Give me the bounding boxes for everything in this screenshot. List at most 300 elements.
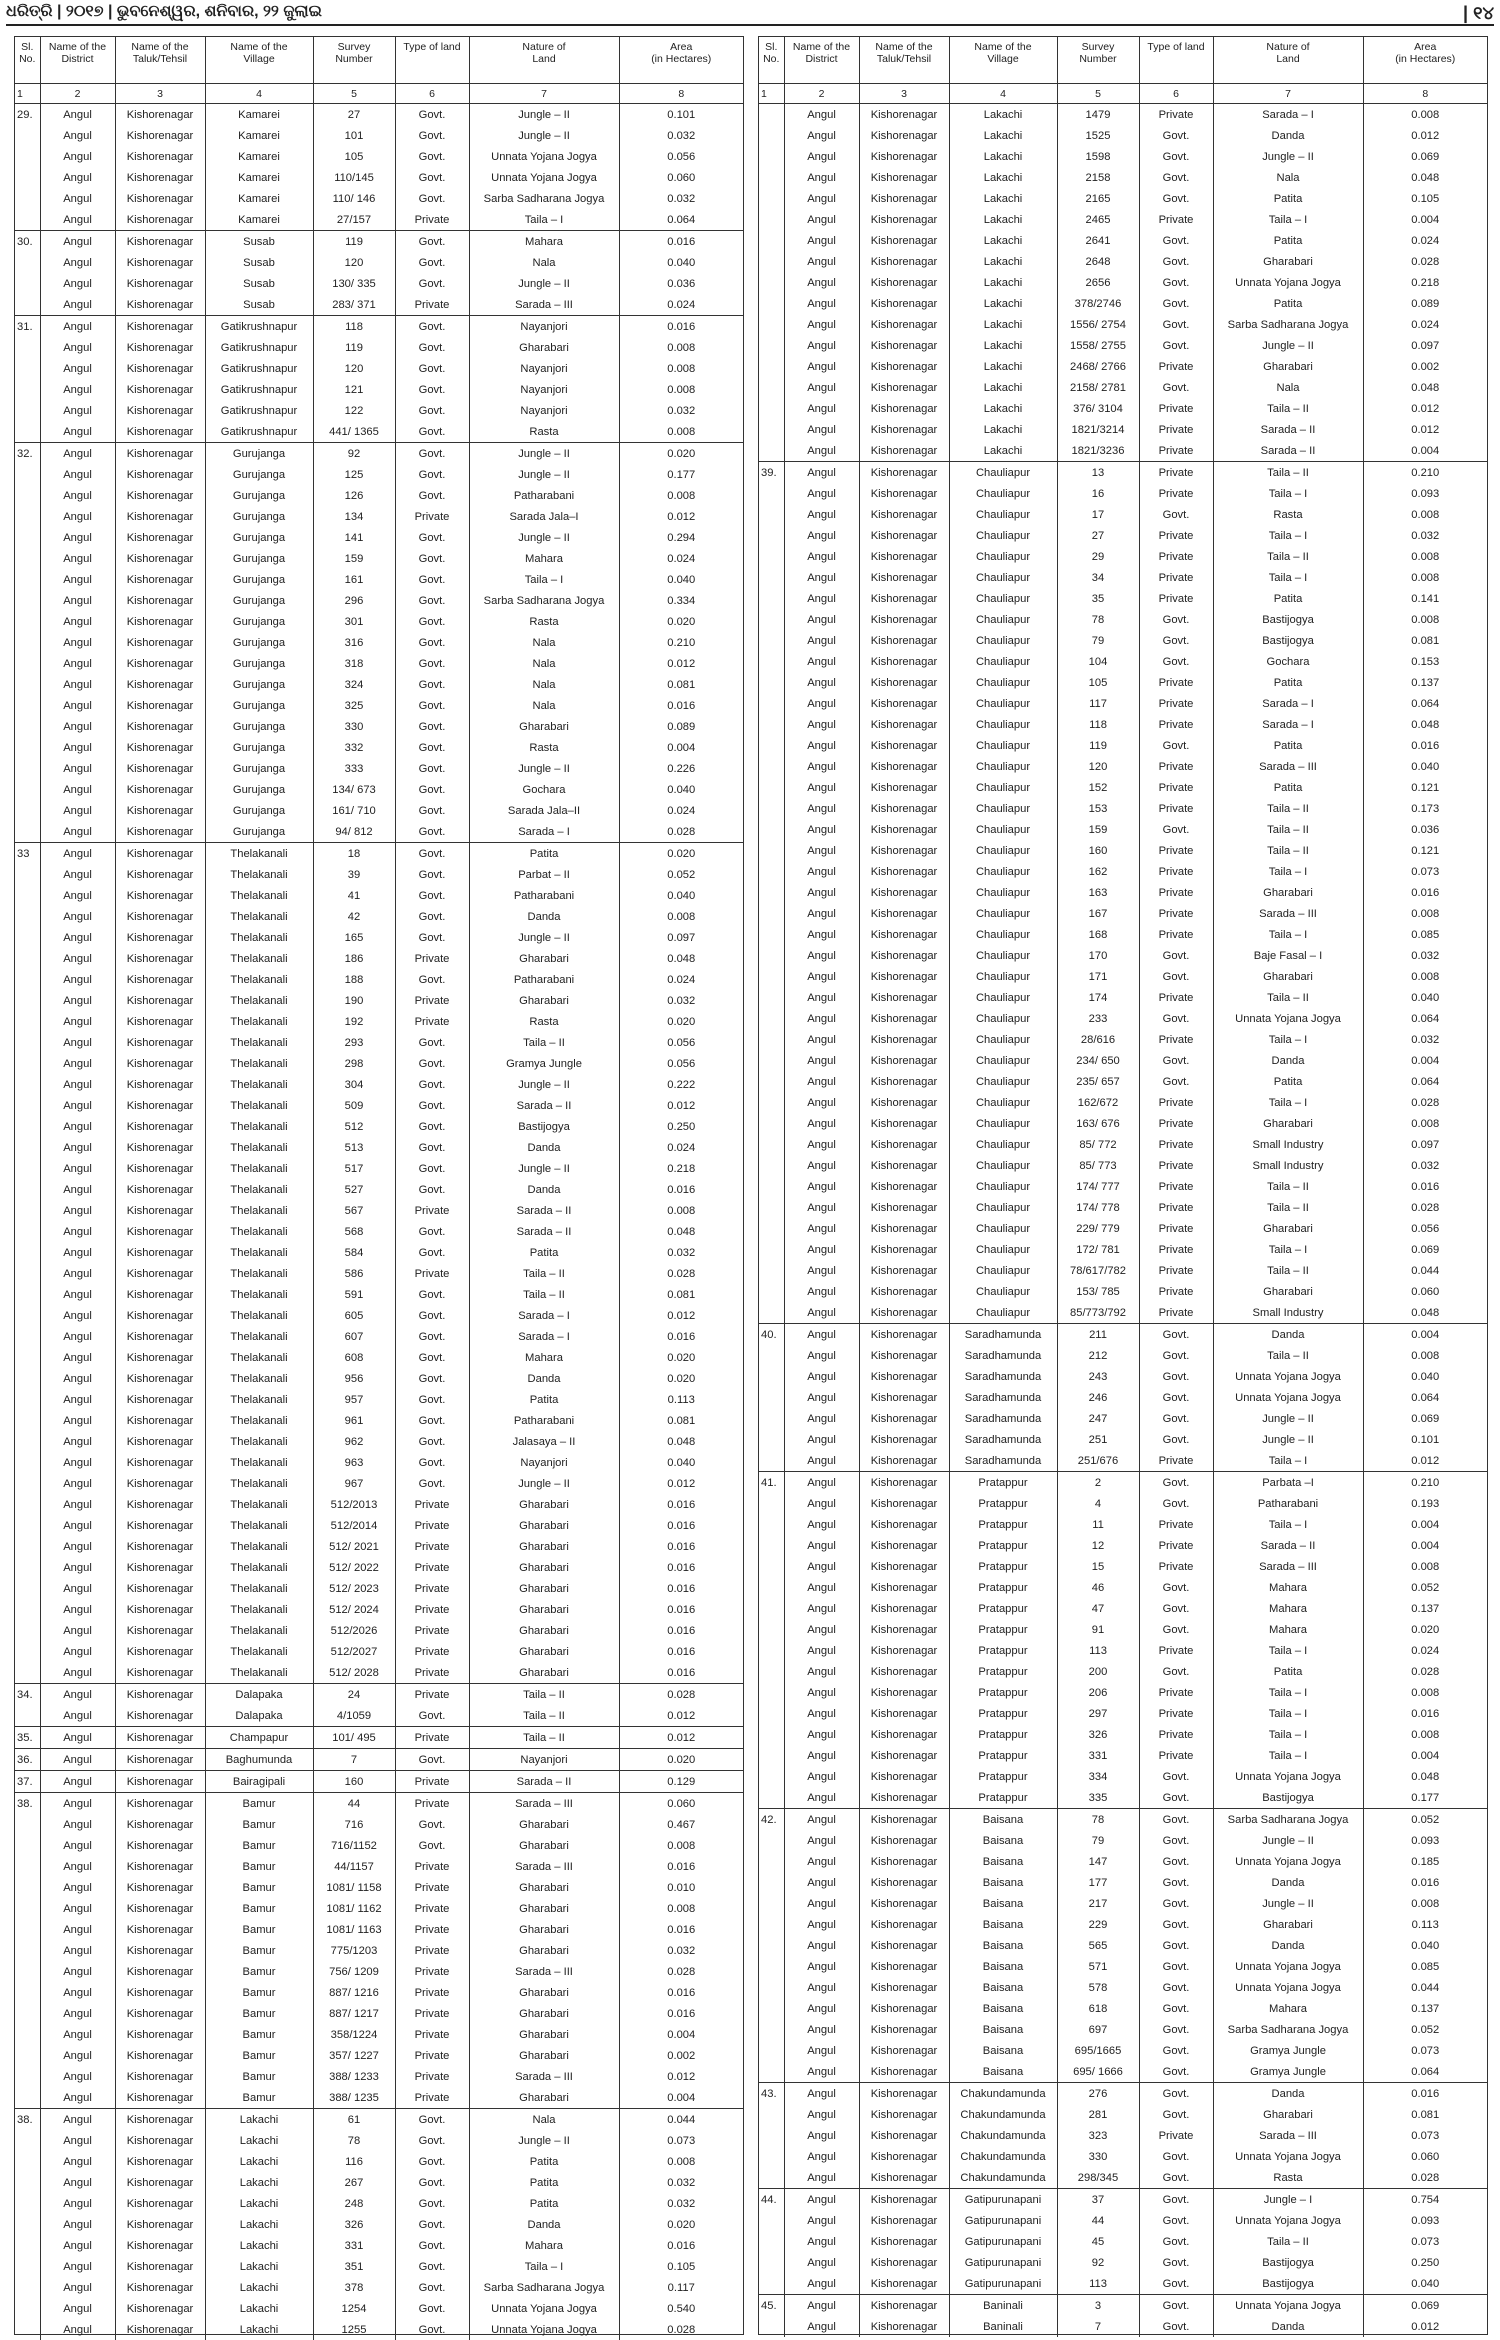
area-cell: 0.016	[619, 1578, 743, 1599]
table-row	[15, 2277, 743, 2298]
survey-number-cell: 7	[313, 1749, 395, 1771]
area-cell: 0.069	[1363, 1408, 1487, 1429]
village-cell: Pratappur	[949, 1787, 1057, 1809]
survey-number-cell: 110/145	[313, 167, 395, 188]
sl-no-cell	[759, 335, 784, 356]
land-nature-cell: Taila – II	[1213, 840, 1363, 861]
village-cell: Baisana	[949, 1956, 1057, 1977]
sl-no-cell: 37.	[15, 1771, 40, 1793]
sl-no-cell	[15, 927, 40, 948]
area-cell: 0.113	[1363, 1914, 1487, 1935]
left-land-table	[15, 37, 743, 2340]
village-cell: Thelakanali	[205, 1200, 313, 1221]
village-cell: Thelakanali	[205, 1578, 313, 1599]
table-row	[15, 2214, 743, 2235]
village-cell: Pratappur	[949, 1745, 1057, 1766]
area-cell: 0.044	[619, 2109, 743, 2131]
district-cell: Angul	[40, 716, 115, 737]
tehsil-cell: Kishorenagar	[859, 504, 949, 525]
survey-number-cell: 358/1224	[313, 2024, 395, 2045]
survey-number-cell: 962	[313, 1431, 395, 1452]
area-cell: 0.016	[619, 316, 743, 338]
survey-number-cell: 388/ 1233	[313, 2066, 395, 2087]
sl-no-cell: 34.	[15, 1684, 40, 1706]
land-type-cell: Private	[1139, 1197, 1213, 1218]
tehsil-cell: Kishorenagar	[115, 252, 205, 273]
land-nature-cell: Jungle – II	[469, 443, 619, 465]
survey-number-cell: 118	[313, 316, 395, 338]
sl-no-cell	[759, 504, 784, 525]
district-cell: Angul	[784, 1071, 859, 1092]
village-cell: Baisana	[949, 1851, 1057, 1872]
area-cell: 0.020	[619, 1368, 743, 1389]
land-nature-cell: Gharabari	[1213, 251, 1363, 272]
village-cell: Saradhamunda	[949, 1345, 1057, 1366]
table-row	[759, 2316, 1487, 2337]
district-cell: Angul	[784, 1914, 859, 1935]
col-number: 2	[40, 84, 115, 104]
land-nature-cell: Bastijogya	[469, 1116, 619, 1137]
district-cell: Angul	[40, 1074, 115, 1095]
table-row	[759, 1893, 1487, 1914]
survey-number-cell: 1081/ 1163	[313, 1919, 395, 1940]
sl-no-cell	[759, 1134, 784, 1155]
col-number: 1	[15, 84, 40, 104]
table-row	[759, 714, 1487, 735]
survey-number-cell: 147	[1057, 1851, 1139, 1872]
area-cell: 0.754	[1363, 2189, 1487, 2211]
area-cell: 0.008	[1363, 1724, 1487, 1745]
sl-no-cell	[15, 737, 40, 758]
village-cell: Bamur	[205, 1940, 313, 1961]
table-row	[15, 358, 743, 379]
survey-number-cell: 512/ 2023	[313, 1578, 395, 1599]
land-nature-cell: Jungle – II	[469, 1074, 619, 1095]
village-cell: Thelakanali	[205, 1557, 313, 1578]
area-cell: 0.069	[1363, 146, 1487, 167]
district-cell: Angul	[784, 1661, 859, 1682]
sl-no-cell	[759, 1977, 784, 1998]
district-cell: Angul	[40, 1116, 115, 1137]
survey-number-cell: 104	[1057, 651, 1139, 672]
area-cell: 0.250	[1363, 2252, 1487, 2273]
village-cell: Thelakanali	[205, 1221, 313, 1242]
land-nature-cell: Mahara	[469, 231, 619, 253]
area-cell: 0.137	[1363, 1998, 1487, 2019]
land-nature-cell: Taila – I	[1213, 1640, 1363, 1661]
tehsil-cell: Kishorenagar	[115, 1814, 205, 1835]
sl-no-cell	[759, 840, 784, 861]
land-nature-cell: Taila – II	[1213, 987, 1363, 1008]
land-type-cell: Govt.	[395, 273, 469, 294]
tehsil-cell: Kishorenagar	[115, 1919, 205, 1940]
district-cell: Angul	[784, 125, 859, 146]
tehsil-cell: Kishorenagar	[859, 630, 949, 651]
area-cell: 0.040	[619, 779, 743, 800]
tehsil-cell: Kishorenagar	[115, 1326, 205, 1347]
table-row	[759, 1914, 1487, 1935]
land-nature-cell: Taila – II	[469, 1032, 619, 1053]
village-cell: Bamur	[205, 1793, 313, 1815]
area-cell: 0.056	[619, 1053, 743, 1074]
land-type-cell: Private	[1139, 1155, 1213, 1176]
district-cell: Angul	[40, 1536, 115, 1557]
sl-no-cell	[759, 819, 784, 840]
district-cell: Angul	[40, 674, 115, 695]
land-nature-cell: Taila – I	[1213, 567, 1363, 588]
land-nature-cell: Sarada – I	[469, 1326, 619, 1347]
village-cell: Baisana	[949, 1977, 1057, 1998]
land-nature-cell: Gharabari	[469, 1940, 619, 1961]
survey-number-cell: 188	[313, 969, 395, 990]
district-cell: Angul	[784, 966, 859, 987]
tehsil-cell: Kishorenagar	[115, 1221, 205, 1242]
area-cell: 0.040	[1363, 987, 1487, 1008]
tehsil-cell: Kishorenagar	[859, 1092, 949, 1113]
district-cell: Angul	[40, 1961, 115, 1982]
district-cell: Angul	[784, 693, 859, 714]
district-cell: Angul	[784, 104, 859, 126]
district-cell: Angul	[784, 1956, 859, 1977]
tehsil-cell: Kishorenagar	[859, 419, 949, 440]
district-cell: Angul	[40, 1473, 115, 1494]
table-row	[759, 1197, 1487, 1218]
village-cell: Bamur	[205, 1919, 313, 1940]
tehsil-cell: Kishorenagar	[859, 2295, 949, 2317]
village-cell: Susab	[205, 252, 313, 273]
survey-number-cell: 2158	[1057, 167, 1139, 188]
table-row	[759, 1029, 1487, 1050]
area-cell: 0.048	[619, 948, 743, 969]
district-cell: Angul	[784, 1493, 859, 1514]
tehsil-cell: Kishorenagar	[859, 293, 949, 314]
table-row	[759, 188, 1487, 209]
area-cell: 0.012	[1363, 419, 1487, 440]
survey-number-cell: 697	[1057, 2019, 1139, 2040]
tehsil-cell: Kishorenagar	[859, 1745, 949, 1766]
land-type-cell: Govt.	[395, 569, 469, 590]
area-cell: 0.032	[619, 1940, 743, 1961]
village-cell: Chauliapur	[949, 483, 1057, 504]
area-cell: 0.004	[619, 737, 743, 758]
area-cell: 0.081	[1363, 630, 1487, 651]
village-cell: Thelakanali	[205, 1242, 313, 1263]
land-nature-cell: Sarba Sadharana Jogya	[1213, 1809, 1363, 1831]
sl-no-cell	[759, 1029, 784, 1050]
tehsil-cell: Kishorenagar	[115, 167, 205, 188]
table-row	[15, 2130, 743, 2151]
survey-number-cell: 276	[1057, 2083, 1139, 2105]
area-cell: 0.012	[619, 653, 743, 674]
district-cell: Angul	[40, 758, 115, 779]
sl-no-cell: 38.	[15, 1793, 40, 1815]
district-cell: Angul	[784, 588, 859, 609]
land-type-cell: Govt.	[395, 2130, 469, 2151]
survey-number-cell: 85/ 773	[1057, 1155, 1139, 1176]
land-nature-cell: Taila – I	[469, 209, 619, 231]
sl-no-cell	[15, 1494, 40, 1515]
village-cell: Pratappur	[949, 1640, 1057, 1661]
table-row	[15, 337, 743, 358]
land-nature-cell: Nayanjori	[469, 1749, 619, 1771]
col-number: 7	[1213, 84, 1363, 104]
tehsil-cell: Kishorenagar	[859, 882, 949, 903]
area-cell: 0.193	[1363, 1493, 1487, 1514]
land-nature-cell: Bastijogya	[1213, 630, 1363, 651]
land-type-cell: Govt.	[1139, 1008, 1213, 1029]
land-type-cell: Govt.	[395, 1347, 469, 1368]
tehsil-cell: Kishorenagar	[859, 1998, 949, 2019]
survey-number-cell: 591	[313, 1284, 395, 1305]
table-row	[759, 1977, 1487, 1998]
district-cell: Angul	[784, 1745, 859, 1766]
land-type-cell: Govt.	[1139, 1071, 1213, 1092]
village-cell: Kamarei	[205, 209, 313, 231]
land-type-cell: Private	[1139, 882, 1213, 903]
land-type-cell: Govt.	[1139, 1977, 1213, 1998]
land-type-cell: Govt.	[1139, 1050, 1213, 1071]
table-row	[759, 1724, 1487, 1745]
land-type-cell: Govt.	[395, 1053, 469, 1074]
land-nature-cell: Bastijogya	[1213, 609, 1363, 630]
land-nature-cell: Patita	[469, 1389, 619, 1410]
tehsil-cell: Kishorenagar	[859, 146, 949, 167]
land-type-cell: Private	[395, 1200, 469, 1221]
table-row	[15, 1011, 743, 1032]
tehsil-cell: Kishorenagar	[859, 167, 949, 188]
land-type-cell: Govt.	[395, 1032, 469, 1053]
land-type-cell: Govt.	[395, 1095, 469, 1116]
tehsil-cell: Kishorenagar	[115, 1053, 205, 1074]
sl-no-cell	[15, 1032, 40, 1053]
sl-no-cell	[15, 1263, 40, 1284]
survey-number-cell: 117	[1057, 693, 1139, 714]
tehsil-cell: Kishorenagar	[859, 251, 949, 272]
village-cell: Gurujanga	[205, 779, 313, 800]
area-cell: 0.008	[619, 1200, 743, 1221]
land-type-cell: Govt.	[1139, 1809, 1213, 1831]
survey-number-cell: 44	[313, 1793, 395, 1815]
district-cell: Angul	[40, 800, 115, 821]
district-cell: Angul	[784, 546, 859, 567]
table-row	[759, 419, 1487, 440]
area-cell: 0.040	[1363, 756, 1487, 777]
land-type-cell: Govt.	[395, 1814, 469, 1835]
district-cell: Angul	[784, 2061, 859, 2083]
village-cell: Thelakanali	[205, 1116, 313, 1137]
tehsil-cell: Kishorenagar	[859, 188, 949, 209]
land-type-cell: Private	[395, 1961, 469, 1982]
land-type-cell: Private	[395, 1494, 469, 1515]
table-row	[15, 527, 743, 548]
land-type-cell: Govt.	[395, 443, 469, 465]
village-cell: Lakachi	[205, 2130, 313, 2151]
land-type-cell: Private	[395, 1557, 469, 1578]
table-row	[15, 506, 743, 527]
sl-no-cell	[759, 1703, 784, 1724]
district-cell: Angul	[40, 358, 115, 379]
district-cell: Angul	[40, 1053, 115, 1074]
tehsil-cell: Kishorenagar	[115, 1347, 205, 1368]
sl-no-cell	[15, 1179, 40, 1200]
col-land-type-header: Type of land	[1139, 37, 1213, 84]
table-row	[15, 379, 743, 400]
survey-number-cell: 963	[313, 1452, 395, 1473]
tehsil-cell: Kishorenagar	[115, 569, 205, 590]
tehsil-cell: Kishorenagar	[115, 1727, 205, 1749]
area-cell: 0.016	[619, 2235, 743, 2256]
survey-number-cell: 2641	[1057, 230, 1139, 251]
tehsil-cell: Kishorenagar	[859, 1493, 949, 1514]
right-table-frame	[758, 36, 1488, 2335]
land-nature-cell: Gharabari	[469, 1814, 619, 1835]
area-cell: 0.008	[1363, 903, 1487, 924]
survey-number-cell: 1821/3214	[1057, 419, 1139, 440]
table-row	[15, 695, 743, 716]
right-table-body	[759, 104, 1487, 2338]
tehsil-cell: Kishorenagar	[115, 674, 205, 695]
district-cell: Angul	[40, 1179, 115, 1200]
sl-no-cell	[15, 2277, 40, 2298]
table-row	[15, 464, 743, 485]
tehsil-cell: Kishorenagar	[115, 443, 205, 465]
area-cell: 0.020	[619, 2214, 743, 2235]
land-nature-cell: Gharabari	[469, 2045, 619, 2066]
district-cell: Angul	[784, 1408, 859, 1429]
district-cell: Angul	[40, 2003, 115, 2024]
area-cell: 0.177	[1363, 1787, 1487, 1809]
survey-number-cell: 293	[313, 1032, 395, 1053]
land-nature-cell: Nayanjori	[469, 1452, 619, 1473]
land-type-cell: Govt.	[395, 1473, 469, 1494]
district-cell: Angul	[40, 104, 115, 126]
table-row	[15, 400, 743, 421]
area-cell: 0.028	[619, 1961, 743, 1982]
tehsil-cell: Kishorenagar	[115, 1578, 205, 1599]
land-type-cell: Private	[395, 1578, 469, 1599]
survey-number-cell: 441/ 1365	[313, 421, 395, 443]
survey-number-cell: 378/2746	[1057, 293, 1139, 314]
tehsil-cell: Kishorenagar	[115, 1473, 205, 1494]
survey-number-cell: 695/ 1666	[1057, 2061, 1139, 2083]
land-nature-cell: Taila – II	[1213, 819, 1363, 840]
village-cell: Chauliapur	[949, 546, 1057, 567]
village-cell: Lakachi	[205, 2319, 313, 2340]
area-cell: 0.040	[619, 885, 743, 906]
survey-number-cell: 325	[313, 695, 395, 716]
area-cell: 0.002	[619, 2045, 743, 2066]
village-cell: Chauliapur	[949, 945, 1057, 966]
land-nature-cell: Taila – I	[1213, 1092, 1363, 1113]
village-cell: Thelakanali	[205, 927, 313, 948]
land-type-cell: Govt.	[395, 188, 469, 209]
tehsil-cell: Kishorenagar	[859, 861, 949, 882]
land-type-cell: Govt.	[1139, 1493, 1213, 1514]
land-type-cell: Private	[1139, 1134, 1213, 1155]
district-cell: Angul	[784, 2040, 859, 2061]
table-row	[759, 924, 1487, 945]
area-cell: 0.016	[619, 1515, 743, 1536]
survey-number-cell: 301	[313, 611, 395, 632]
land-type-cell: Private	[1139, 1556, 1213, 1577]
area-cell: 0.008	[1363, 1345, 1487, 1366]
sl-no-cell	[15, 1158, 40, 1179]
tehsil-cell: Kishorenagar	[859, 693, 949, 714]
district-cell: Angul	[40, 990, 115, 1011]
area-cell: 0.012	[619, 1727, 743, 1749]
land-type-cell: Private	[1139, 714, 1213, 735]
area-cell: 0.004	[1363, 440, 1487, 462]
village-cell: Chakundamunda	[949, 2083, 1057, 2105]
village-cell: Gatikrushnapur	[205, 316, 313, 338]
survey-number-cell: 28/616	[1057, 1029, 1139, 1050]
tehsil-cell: Kishorenagar	[115, 1599, 205, 1620]
area-cell: 0.097	[1363, 335, 1487, 356]
tehsil-cell: Kishorenagar	[859, 1302, 949, 1324]
area-cell: 0.294	[619, 527, 743, 548]
land-nature-cell: Jungle – II	[469, 104, 619, 126]
table-row	[15, 821, 743, 843]
land-nature-cell: Parbata –I	[1213, 1472, 1363, 1494]
land-type-cell: Private	[1139, 2125, 1213, 2146]
district-cell: Angul	[40, 1284, 115, 1305]
area-cell: 0.004	[1363, 1745, 1487, 1766]
survey-number-cell: 44	[1057, 2210, 1139, 2231]
area-cell: 0.008	[619, 485, 743, 506]
land-type-cell: Private	[1139, 462, 1213, 484]
village-cell: Saradhamunda	[949, 1324, 1057, 1346]
tehsil-cell: Kishorenagar	[115, 1095, 205, 1116]
area-cell: 0.032	[619, 2193, 743, 2214]
village-cell: Champapur	[205, 1727, 313, 1749]
village-cell: Baisana	[949, 1809, 1057, 1831]
area-cell: 0.008	[1363, 1113, 1487, 1134]
land-nature-cell: Danda	[1213, 1872, 1363, 1893]
land-nature-cell: Patita	[1213, 188, 1363, 209]
land-nature-cell: Sarada – II	[1213, 1535, 1363, 1556]
area-cell: 0.016	[1363, 1872, 1487, 1893]
table-row	[759, 2104, 1487, 2125]
land-type-cell: Govt.	[395, 1179, 469, 1200]
survey-number-cell: 125	[313, 464, 395, 485]
area-cell: 0.044	[1363, 1260, 1487, 1281]
tehsil-cell: Kishorenagar	[859, 945, 949, 966]
land-type-cell: Private	[1139, 903, 1213, 924]
survey-number-cell: 571	[1057, 1956, 1139, 1977]
sl-no-cell	[759, 861, 784, 882]
district-cell: Angul	[784, 2273, 859, 2295]
district-cell: Angul	[40, 632, 115, 653]
land-nature-cell: Jungle – II	[469, 927, 619, 948]
district-cell: Angul	[40, 464, 115, 485]
area-cell: 0.073	[1363, 2040, 1487, 2061]
area-cell: 0.020	[1363, 1619, 1487, 1640]
tehsil-cell: Kishorenagar	[115, 1856, 205, 1877]
district-cell: Angul	[40, 2151, 115, 2172]
village-cell: Chauliapur	[949, 735, 1057, 756]
col-number: 8	[1363, 84, 1487, 104]
survey-number-cell: 775/1203	[313, 1940, 395, 1961]
land-nature-cell: Nayanjori	[469, 400, 619, 421]
village-cell: Lakachi	[949, 293, 1057, 314]
table-row	[15, 611, 743, 632]
sl-no-cell	[15, 674, 40, 695]
table-row	[15, 1179, 743, 1200]
district-cell: Angul	[784, 1640, 859, 1661]
land-type-cell: Govt.	[1139, 1387, 1213, 1408]
survey-number-cell: 512/2014	[313, 1515, 395, 1536]
land-nature-cell: Patita	[469, 1242, 619, 1263]
